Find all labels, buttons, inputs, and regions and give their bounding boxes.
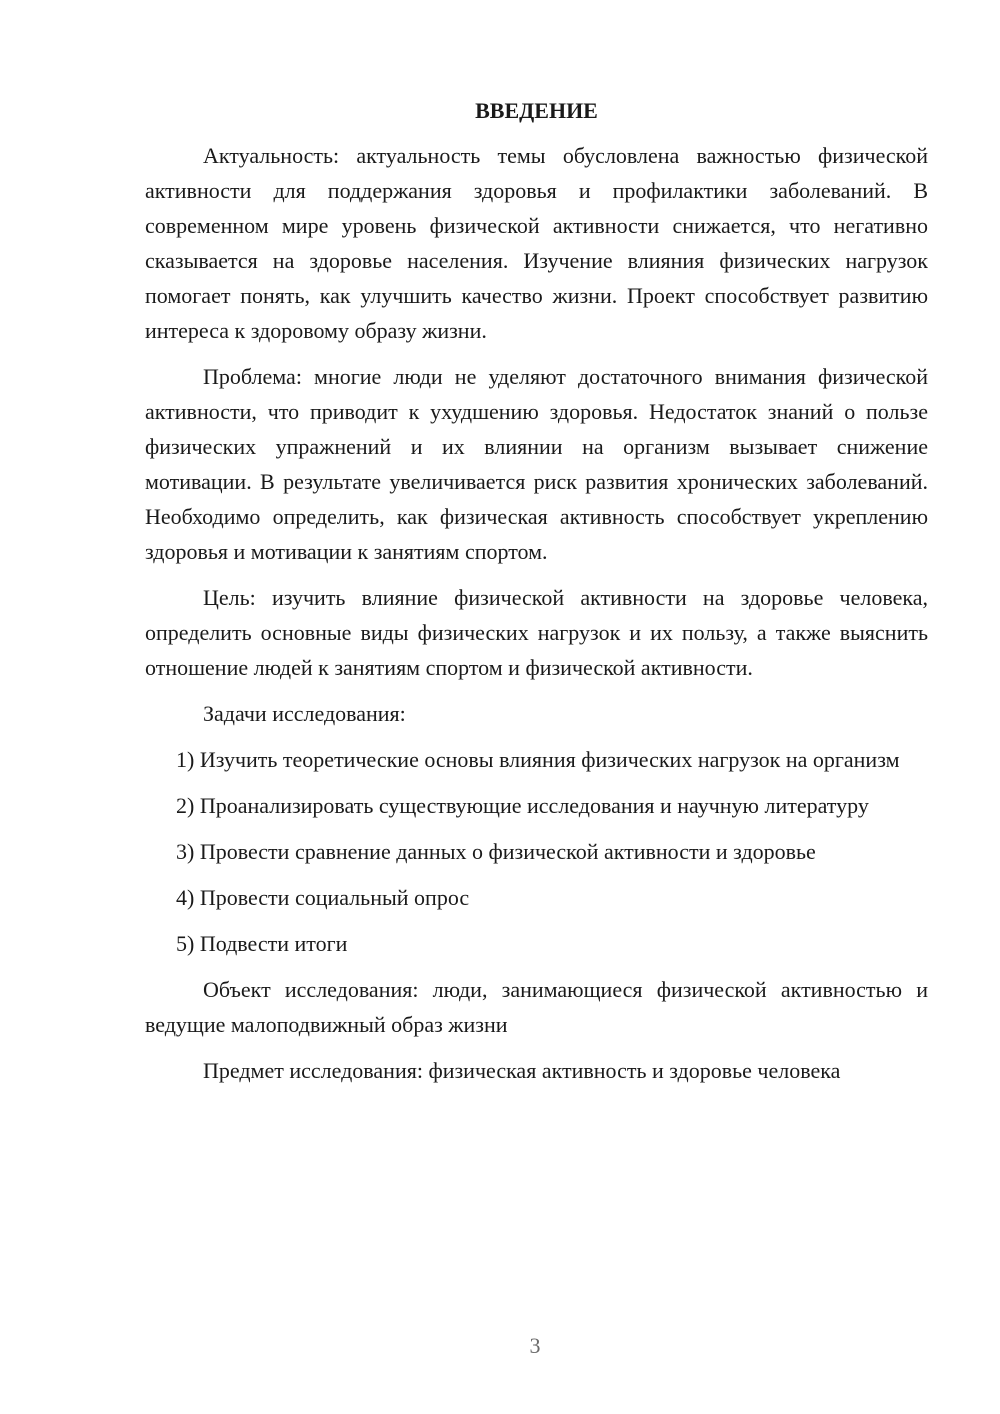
task-item-1: 1) Изучить теоретические основы влияния физических нагрузок на организм [176,747,900,772]
tasks-heading: Задачи исследования: [203,701,406,726]
subject-paragraph: Предмет исследования: физическая активность и здоровье человека [203,1058,841,1083]
document-page [145,96,928,1099]
section-title: ВВЕДЕНИЕ [475,98,598,123]
task-item-2: 2) Проанализировать существующие исследования и научную литературу [176,793,869,818]
relevance-paragraph: Актуальность: актуальность темы обусловлена важностью физической активности для поддержания здоровья и профилактики заболеваний. В современном мире уровень физической активности снижается, что негативно сказывается на здоровье населения. Изучение влияния физических нагрузок помогает понять, как улучшить качество жизни. Проект способствует развитию интереса к здоровому образу жизни. [145,143,928,343]
goal-paragraph: Цель: изучить влияние физической активности на здоровье человека, определить основные виды физических нагрузок и их пользу, а также выяснить отношение людей к занятиям спортом и физической активности. [145,585,928,680]
task-item-4: 4) Провести социальный опрос [176,885,470,910]
task-item-3: 3) Провести сравнение данных о физической активности и здоровье [176,839,816,864]
problem-paragraph: Проблема: многие люди не уделяют достаточного внимания физической активности, что приводит к ухудшению здоровья. Недостаток знаний о пользе физических упражнений и их влиянии на организм вызывает снижение мотивации. В результате увеличивается риск развития хронических заболеваний. Необходимо определить, как физическая активность способствует укреплению здоровья и мотивации к занятиям спортом. [145,364,928,564]
object-paragraph: Объект исследования: люди, занимающиеся физической активностью и ведущие малоподвижный образ жизни [145,977,928,1037]
task-item-5: 5) Подвести итоги [176,931,348,956]
page-number: 3 [529,1333,541,1358]
